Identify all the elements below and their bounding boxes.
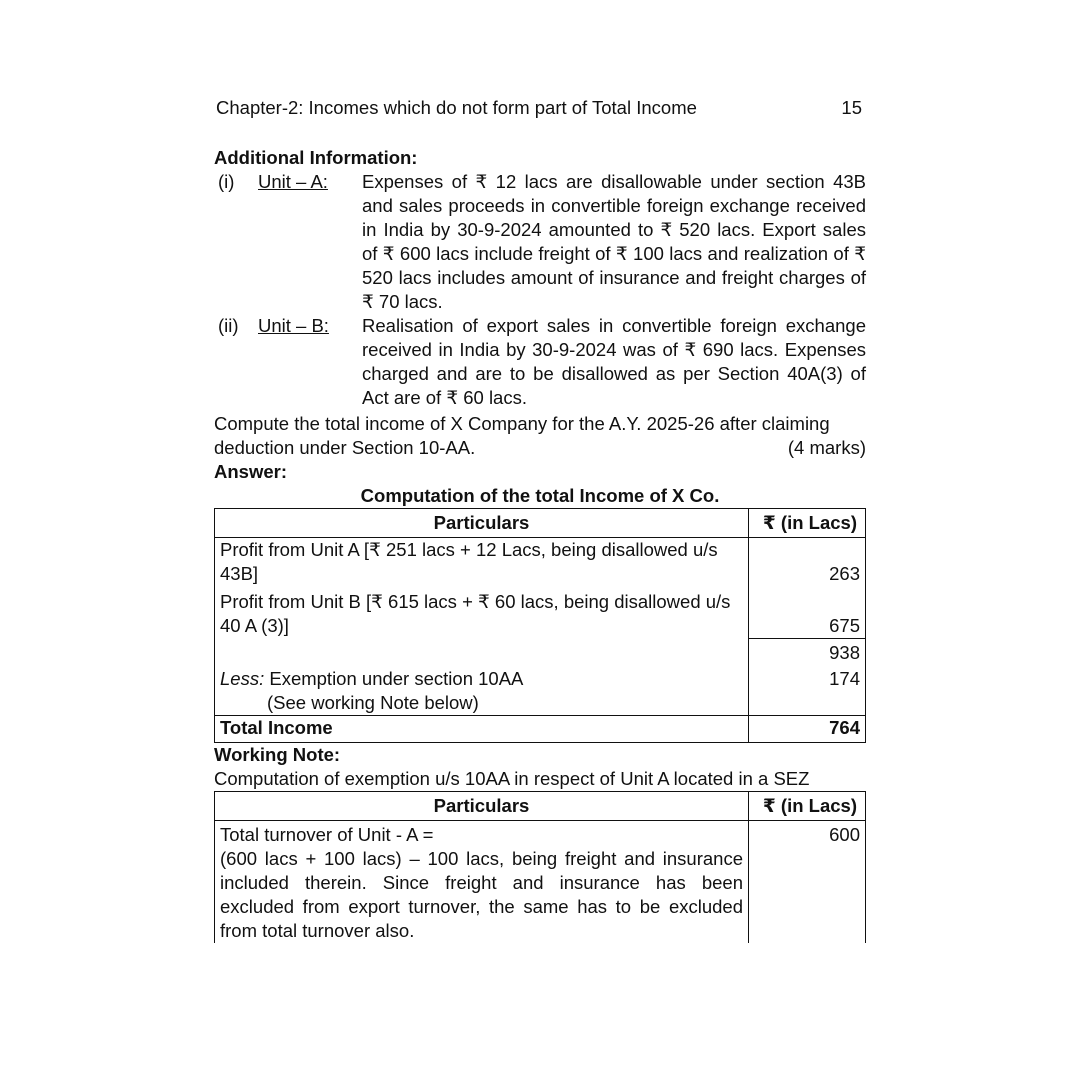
table-header-row [215,791,866,820]
question-last-line [214,436,866,460]
total-row [215,715,866,742]
less-note: (See working Note below) [267,691,479,713]
additional-info-heading: Additional Information: [214,147,418,168]
info-item-unit-b [214,314,866,410]
table-row [215,586,866,638]
less-label: Less: [220,667,265,689]
item-unit-label: Unit – B: [258,315,329,336]
question [214,412,866,460]
income-computation-table [214,508,866,743]
working-note-intro: Computation of exemption u/s 10AA in respect of Unit A located in a SEZ [214,767,810,789]
less-cell [215,667,749,716]
total-amount: 764 [749,715,866,742]
marks-label: (4 marks) [787,437,866,458]
chapter-title: Chapter-2: Incomes which do not form part of Total Income [216,97,697,118]
table-header-row [215,509,866,538]
table-row [215,820,866,943]
table-row [215,538,866,587]
column-header-particulars: Particulars [215,509,749,538]
row-text: Profit from Unit B [₹ 615 lacs + ₹ 60 lacs, being disallowed u/s 40 A (3)] [215,586,749,638]
row-amount: 675 [749,586,866,638]
working-note-table [214,791,866,943]
table-title: Computation of the total Income of X Co. [360,485,720,506]
row-amount: 263 [749,538,866,587]
subtotal-amount: 938 [749,638,866,667]
total-label: Total Income [215,715,749,742]
row-text-cell [215,820,749,943]
row-text: Profit from Unit A [₹ 251 lacs + 12 Lacs, being disallowed u/s 43B] [215,538,749,587]
question-line-1: Compute the total income of X Company for the A.Y. 2025-26 after claiming [214,413,830,434]
item-text: Expenses of ₹ 12 lacs are disallowable under section 43B and sales proceeds in convertible foreign exchange received in India by 30-9-2024 amounted to ₹ 520 lacs. Export sales of ₹ 600 lacs include freight of ₹ 100 lacs and realization of ₹ 520 lacs includes amount of insurance and freight charges of ₹ 70 lacs. [362,171,866,312]
less-amount: 174 [749,667,866,716]
row-text-line-2: (600 lacs + 100 lacs) – 100 lacs, being freight and insurance included therein. Since freight and insurance has been excluded from export turnover, the same has to be excluded from total turnover also. [220,847,743,941]
page-number: 15 [841,97,862,118]
item-number: (ii) [218,315,239,336]
item-number: (i) [218,171,235,192]
item-unit-label: Unit – A: [258,171,328,192]
info-item-unit-a [214,170,866,314]
column-header-amount: ₹ (in Lacs) [749,509,866,538]
column-header-particulars: Particulars [215,791,749,820]
row-amount: 600 [749,820,866,943]
item-text: Realisation of export sales in convertible foreign exchange received in India by 30-9-2024 was of ₹ 690 lacs. Expenses charged and are to be disallowed as per Section 40A(3) of Act are of ₹ 60 lacs. [362,315,866,408]
row-text-line-1: Total turnover of Unit - A = [220,823,434,845]
subtotal-row [215,638,866,667]
less-text: Exemption under section 10AA [269,667,524,689]
answer-label: Answer: [214,461,287,482]
question-line-2: deduction under Section 10-AA. [214,437,476,458]
empty-cell [215,638,749,667]
page-header [214,96,866,124]
document-page [214,96,866,943]
working-note-heading: Working Note: [214,743,341,765]
column-header-amount: ₹ (in Lacs) [749,791,866,820]
less-row [215,667,866,716]
